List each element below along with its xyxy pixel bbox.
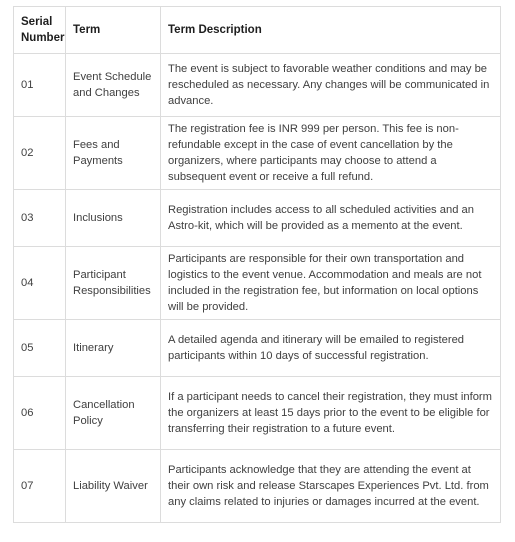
header-row: [14, 7, 501, 54]
header-serial-number: [14, 7, 66, 54]
description-cell: Participants acknowledge that they are attending the event at their own risk and release Starscapes Experiences Pvt. Ltd. from any claims related to injuries or damages incurred at the event.: [161, 450, 501, 523]
table-row: [14, 377, 501, 450]
term-cell: Inclusions: [66, 190, 161, 247]
description-cell: The registration fee is INR 999 per person. This fee is non-refundable except in the case of event cancellation by the organizers, where participants may choose to attend a subsequent event or receive a full refund.: [161, 117, 501, 190]
serial-cell: 05: [14, 320, 66, 377]
serial-cell: 07: [14, 450, 66, 523]
table-row: [14, 247, 501, 320]
term-cell: Fees and Payments: [66, 117, 161, 190]
header-serial-line2: Number: [21, 32, 65, 44]
serial-cell: 04: [14, 247, 66, 320]
table-row: [14, 450, 501, 523]
term-cell: Liability Waiver: [66, 450, 161, 523]
description-cell: The event is subject to favorable weather conditions and may be rescheduled as necessary. Any changes will be communicated in advance.: [161, 54, 501, 117]
term-cell: Event Schedule and Changes: [66, 54, 161, 117]
header-term: Term: [66, 7, 161, 54]
serial-cell: 01: [14, 54, 66, 117]
term-cell: Participant Responsibilities: [66, 247, 161, 320]
description-cell: Registration includes access to all scheduled activities and an Astro-kit, which will be provided as a memento at the event.: [161, 190, 501, 247]
terms-table: [13, 6, 501, 523]
table-row: [14, 54, 501, 117]
term-cell: Cancellation Policy: [66, 377, 161, 450]
table-header: [14, 7, 501, 54]
serial-cell: 06: [14, 377, 66, 450]
description-cell: Participants are responsible for their own transportation and logistics to the event venue. Accommodation and meals are not included in the registration fee, but information on local options will be provided.: [161, 247, 501, 320]
table-row: [14, 117, 501, 190]
serial-cell: 02: [14, 117, 66, 190]
header-term-description: Term Description: [161, 7, 501, 54]
serial-cell: 03: [14, 190, 66, 247]
table-row: [14, 190, 501, 247]
table-row: [14, 320, 501, 377]
table-body: [14, 54, 501, 523]
header-serial-line1: Serial: [21, 16, 53, 28]
description-cell: A detailed agenda and itinerary will be emailed to registered participants within 10 days of successful registration.: [161, 320, 501, 377]
description-cell: If a participant needs to cancel their registration, they must inform the organizers at least 15 days prior to the event to be eligible for transferring their registration to a future event.: [161, 377, 501, 450]
term-cell: Itinerary: [66, 320, 161, 377]
